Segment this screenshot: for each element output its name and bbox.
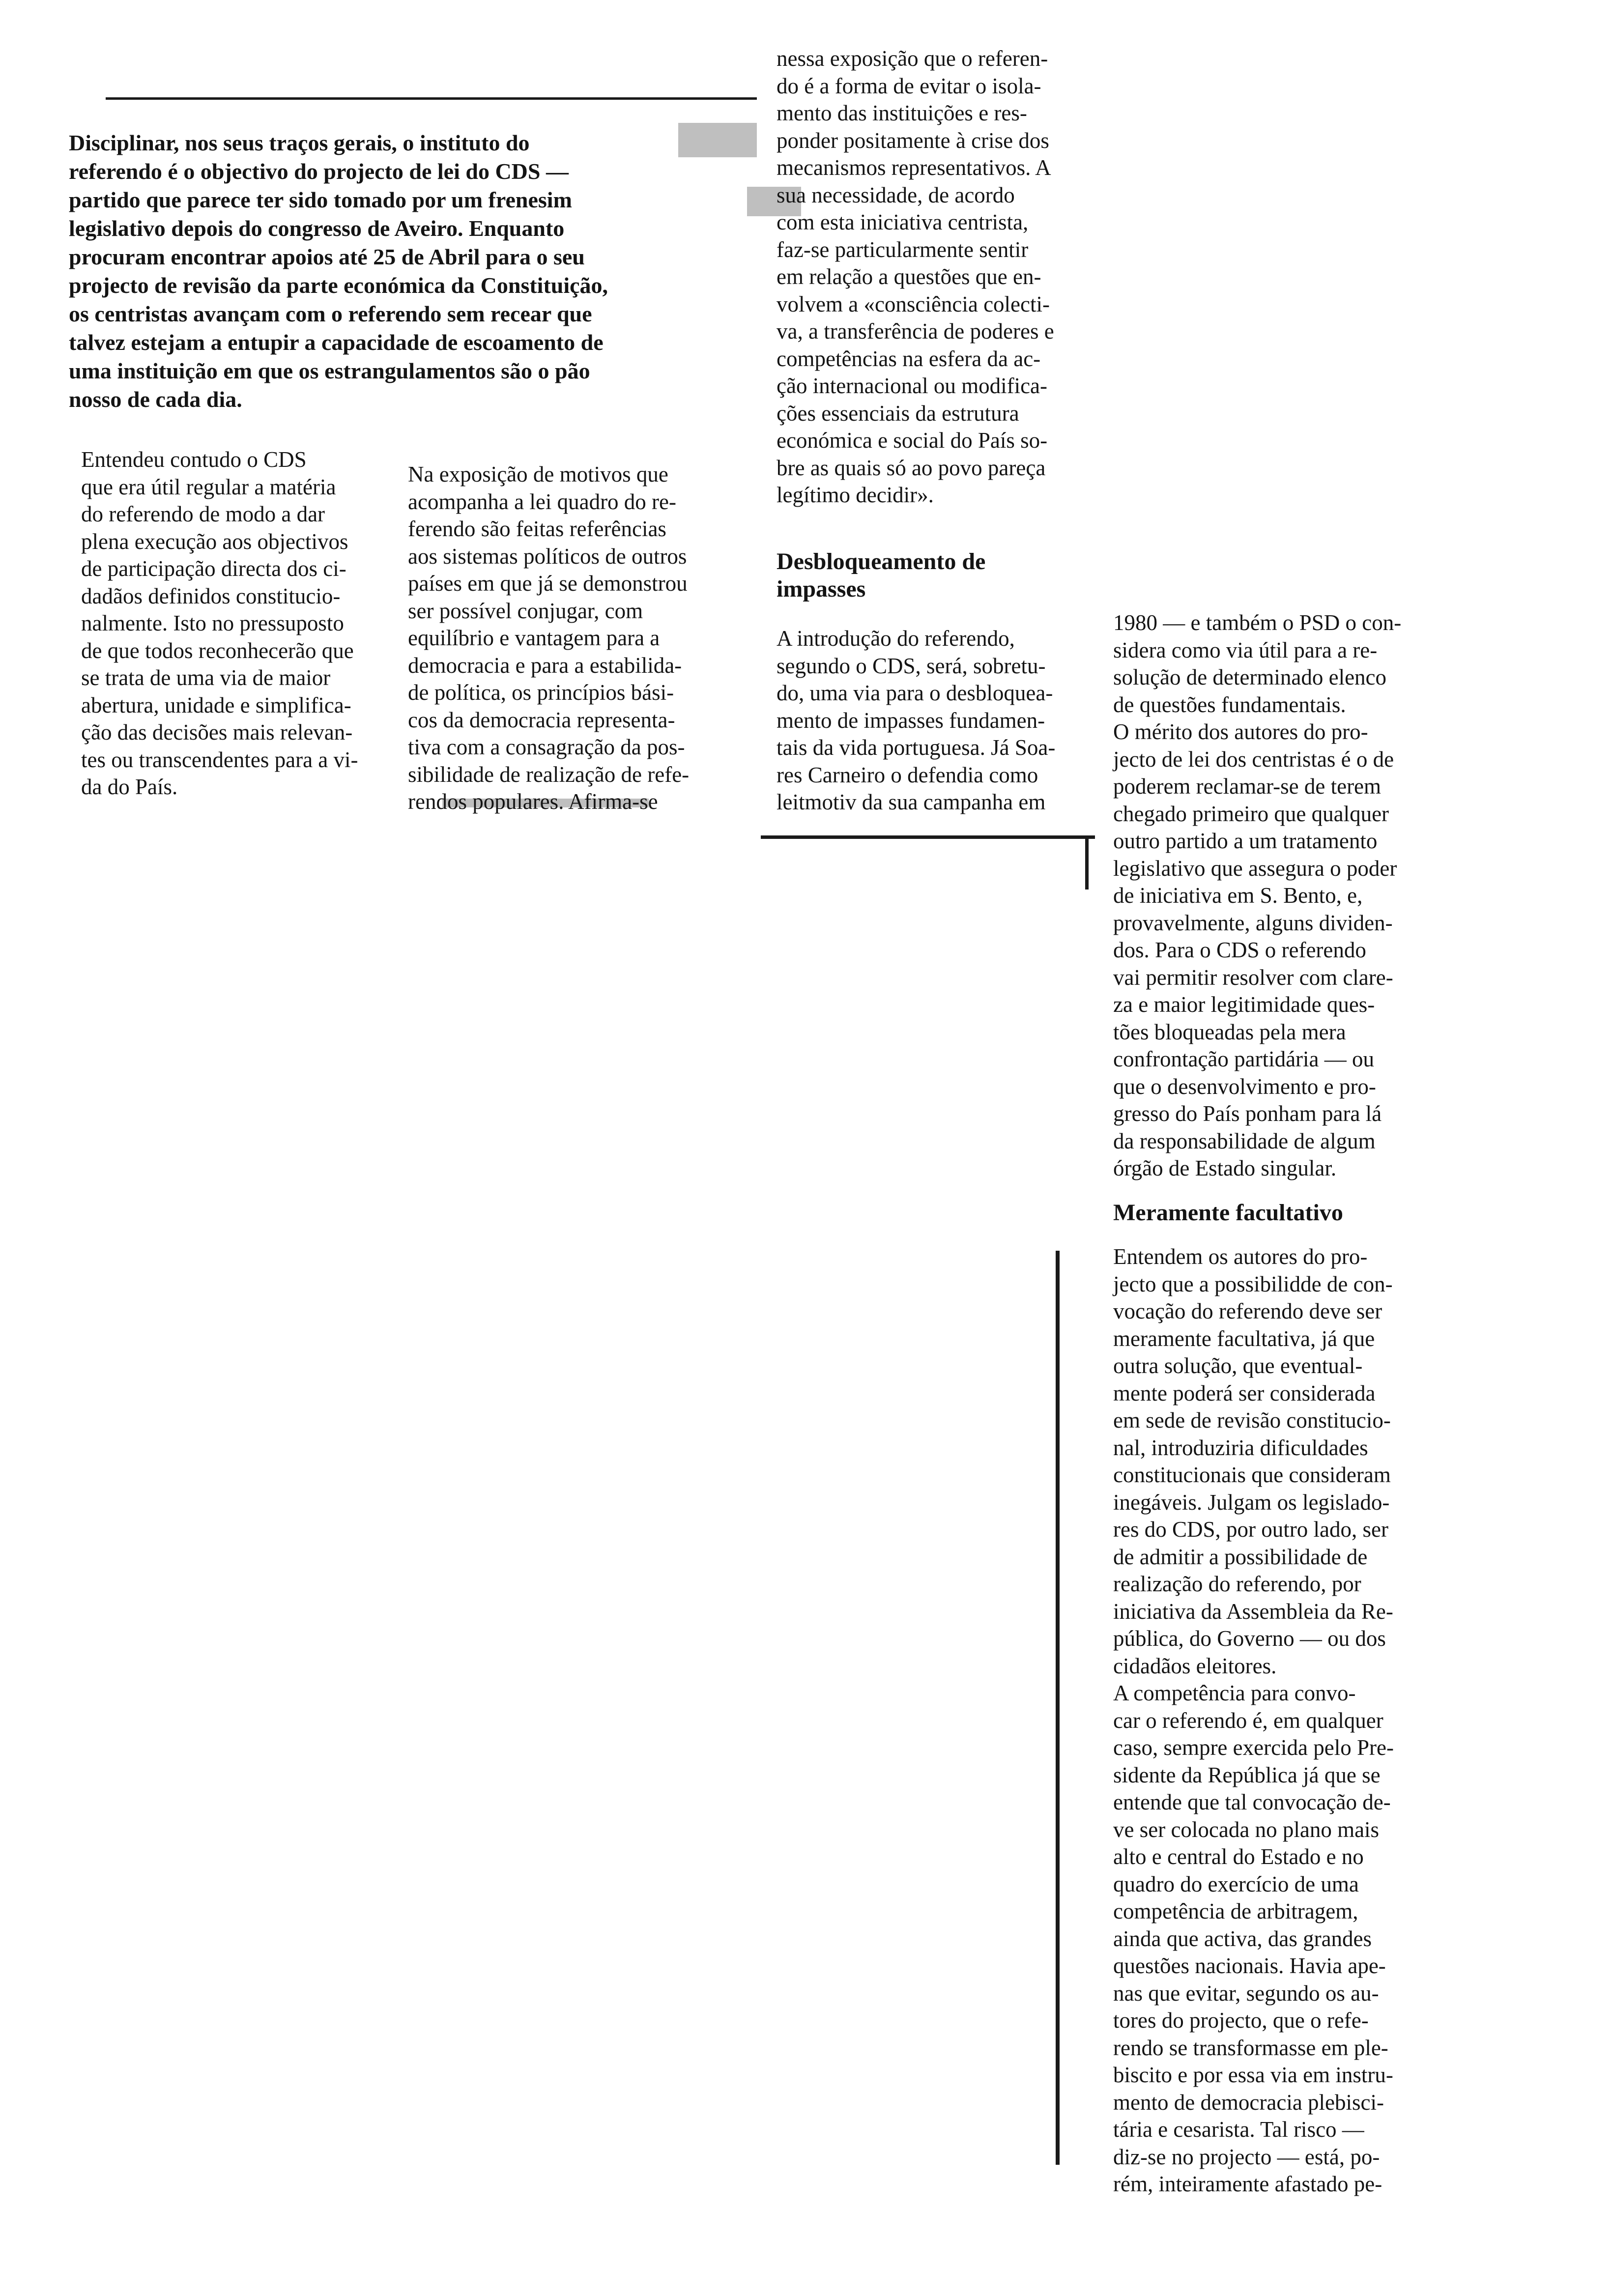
corner-rule — [1085, 835, 1089, 890]
subhead-facultativo: Meramente facultativo — [1113, 1200, 1343, 1226]
lead-paragraph: Disciplinar, nos seus traços gerais, o instituto do referendo é o objectivo do projecto de lei do CDS — partido que parece ter sido tomado por um frenesim legislativo depois do congresso de Aveiro. Enquanto procuram encontrar apoios até 25 de Abril para o seu projecto de revisão da parte económica da Constituição, os centristas avançam com o referendo sem recear que talvez estejam a entupir a capacidade de escoamento de uma instituição em que os estrangulamentos são o pão nosso de cada dia. — [69, 130, 608, 412]
column-1-text: Entendeu contudo o CDS que era útil regular a matéria do referendo de modo a dar plena execução aos objectivos de participação directa dos ci- dadãos definidos constitucio- nalmente. Isto no pressuposto de que todos reconhecerão que se trata de uma via de maior abertura, unidade e simplifica- ção das decisões mais relevan- tes ou transcendentes para a vi- da do País. — [81, 447, 358, 799]
top-rule — [106, 97, 757, 100]
column-3-bottom-text: A introdução do referendo, segundo o CDS, será, sobretu- do, uma via para o desbloquea- mento de impasses fundamen- tais da vida portuguesa. Já Soa- res Carneiro o defendia como leitmotiv da sua campanha em — [777, 626, 1056, 814]
column-4-top-text: 1980 — e também o PSD o con- sidera como via útil para a re- solução de determinado elenco de questões fundamentais. O mérito dos autores do pro- jecto de lei dos centristas é o de poderem reclamar-se de terem chegado primeiro que qualquer outro partido a um tratamento legislativo que assegura o poder de iniciativa em S. Bento, e, provavelmente, alguns dividen- dos. Para o CDS o referendo vai permitir resolver com clare- za e maior legitimidade ques- tões bloqueadas pela mera confrontação partidária — ou que o desenvolvimento e pro- gresso do País ponham para lá da responsabilidade de algum órgão de Estado singular. — [1113, 610, 1402, 1180]
column-divider-rule — [761, 835, 1095, 839]
right-column-rule — [1056, 1251, 1060, 2165]
subhead-desbloqueamento: Desbloqueamento de impasses — [777, 548, 986, 602]
column-3-top-text: nessa exposição que o referen- do é a forma de evitar o isola- mento das instituições e res- ponder positamente à crise dos mecanismos representativos. A sua necessidade, de acordo com esta iniciativa centrista, faz-se particularmente sentir em relação a questões que en- volvem a «consciência colecti- va, a transferência de poderes e competências na esfera da ac- ção internacional ou modifica- ções essenciais da estrutura económica e social do País so- bre as quais só ao povo pareça legítimo decidir». — [777, 46, 1054, 507]
column-4-bottom-text: Entendem os autores do pro- jecto que a possibilidde de con- vocação do referendo deve ser meramente facultativa, já que outra solução, que eventual- mente poderá ser considerada em sede de revisão constitucio- nal, introduziria dificuldades constitucionais que consideram inegáveis. Julgam os legislado- res do CDS, por outro lado, ser de admitir a possibilidade de realização do referendo, por iniciativa da Assembleia da Re- pública, do Governo — ou dos cidadãos eleitores. A competência para convo- car o referendo é, em qualquer caso, sempre exercida pelo Pre- sidente da República já que se entende que tal convocação de- ve ser colocada no plano mais alto e central do Estado e no quadro do exercício de uma competência de arbitragem, ainda que activa, das grandes questões nacionais. Havia ape- nas que evitar, segundo os au- tores do projecto, que o refe- rendo se transformasse em ple- biscito e por essa via em instru- mento de democracia plebisci- tária e cesarista. Tal risco — diz-se no projecto — está, po- rém, inteiramente afastado pe- — [1113, 1244, 1394, 2196]
column-2-text: Na exposição de motivos que acompanha a lei quadro do re- ferendo são feitas referências aos sistemas políticos de outros países em que já se demonstrou ser possível conjugar, com equilíbrio e vantagem para a democracia e para a estabilida- de política, os princípios bási- cos da democracia representa- tiva com a consagração da pos- sibilidade de realização de refe- rendos populares. Afirma-se — [408, 462, 690, 814]
